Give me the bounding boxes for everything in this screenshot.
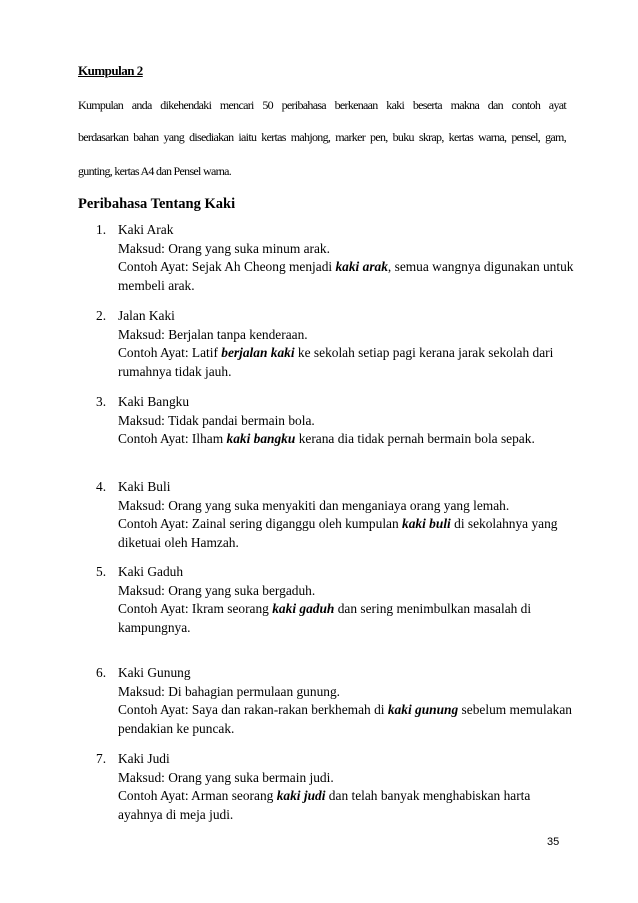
section-title: Peribahasa Tentang Kaki [78,196,236,212]
entry-meaning: Maksud: Berjalan tanpa kenderaan. [118,326,308,342]
entry-meaning: Maksud: Orang yang suka bermain judi. [118,769,334,785]
entry-keyword: kaki gaduh [272,601,335,616]
intro-line-3: gunting, kertas A4 dan Pensel warna. [78,164,232,178]
entry-keyword: kaki bangku [226,431,296,446]
entry-meaning: Maksud: Orang yang suka bergaduh. [118,582,316,598]
entry-title: Kaki Arak [118,222,174,237]
proverb-entry-7 [96,750,576,824]
entry-number: 7. [96,751,107,766]
entry-meaning: Maksud: Orang yang suka minum arak. [118,240,330,256]
entry-keyword: berjalan kaki [221,345,295,360]
entry-example: Contoh Ayat: Latif berjalan kaki ke sekolah setiap pagi kerana jarak sekolah dari rumahnya tidak jauh. [118,345,554,379]
proverb-entry-5 [96,563,576,637]
entry-example: Contoh Ayat: Zainal sering diganggu oleh kumpulan kaki buli di sekolahnya yang diketuai oleh Hamzah. [118,516,558,550]
entry-number: 6. [96,665,107,680]
entry-title: Kaki Gaduh [118,564,184,579]
entry-meaning: Maksud: Tidak pandai bermain bola. [118,412,315,428]
entry-meaning: Maksud: Orang yang suka menyakiti dan menganiaya orang yang lemah. [118,497,510,513]
entry-example: Contoh Ayat: Ikram seorang kaki gaduh dan sering menimbulkan masalah di kampungnya. [118,601,532,635]
entry-title: Kaki Judi [118,751,170,766]
entry-meaning: Maksud: Di bahagian permulaan gunung. [118,683,341,699]
entry-title: Jalan Kaki [118,308,175,323]
entry-example: Contoh Ayat: Arman seorang kaki judi dan telah banyak menghabiskan harta ayahnya di meja judi. [118,788,531,822]
proverb-entry-6 [96,664,576,738]
entry-keyword: kaki judi [276,788,326,803]
entry-title: Kaki Gunung [118,665,191,680]
entry-number: 3. [96,394,107,409]
page-number: 35 [547,836,560,848]
intro-line-2: berdasarkan bahan yang disediakan iaitu kertas mahjong, marker pen, buku skrap, kertas warna, pensel, gam, [78,130,566,144]
group-heading: Kumpulan 2 [78,63,143,78]
entry-title: Kaki Bangku [118,394,190,409]
entry-keyword: kaki buli [402,516,451,531]
proverb-entry-3 [96,393,576,449]
entry-number: 4. [96,479,107,494]
entry-number: 1. [96,222,107,237]
entry-keyword: kaki gunung [387,702,459,717]
entry-example: Contoh Ayat: Saya dan rakan-rakan berkhemah di kaki gunung sebelum memulakan pendakian ke puncak. [118,702,572,736]
entry-number: 5. [96,564,107,579]
entry-example: Contoh Ayat: Sejak Ah Cheong menjadi kaki arak, semua wangnya digunakan untuk membeli arak. [118,259,574,293]
entry-number: 2. [96,308,107,323]
entry-example: Contoh Ayat: Ilham kaki bangku kerana dia tidak pernah bermain bola sepak. [118,431,535,446]
proverb-entry-4 [96,478,576,552]
entry-keyword: kaki arak [335,259,388,274]
proverb-entry-1 [96,221,576,295]
proverb-entry-2 [96,307,576,381]
entry-title: Kaki Buli [118,479,171,494]
intro-line-1: Kumpulan anda dikehendaki mencari 50 peribahasa berkenaan kaki beserta makna dan contoh ayat [78,98,566,112]
